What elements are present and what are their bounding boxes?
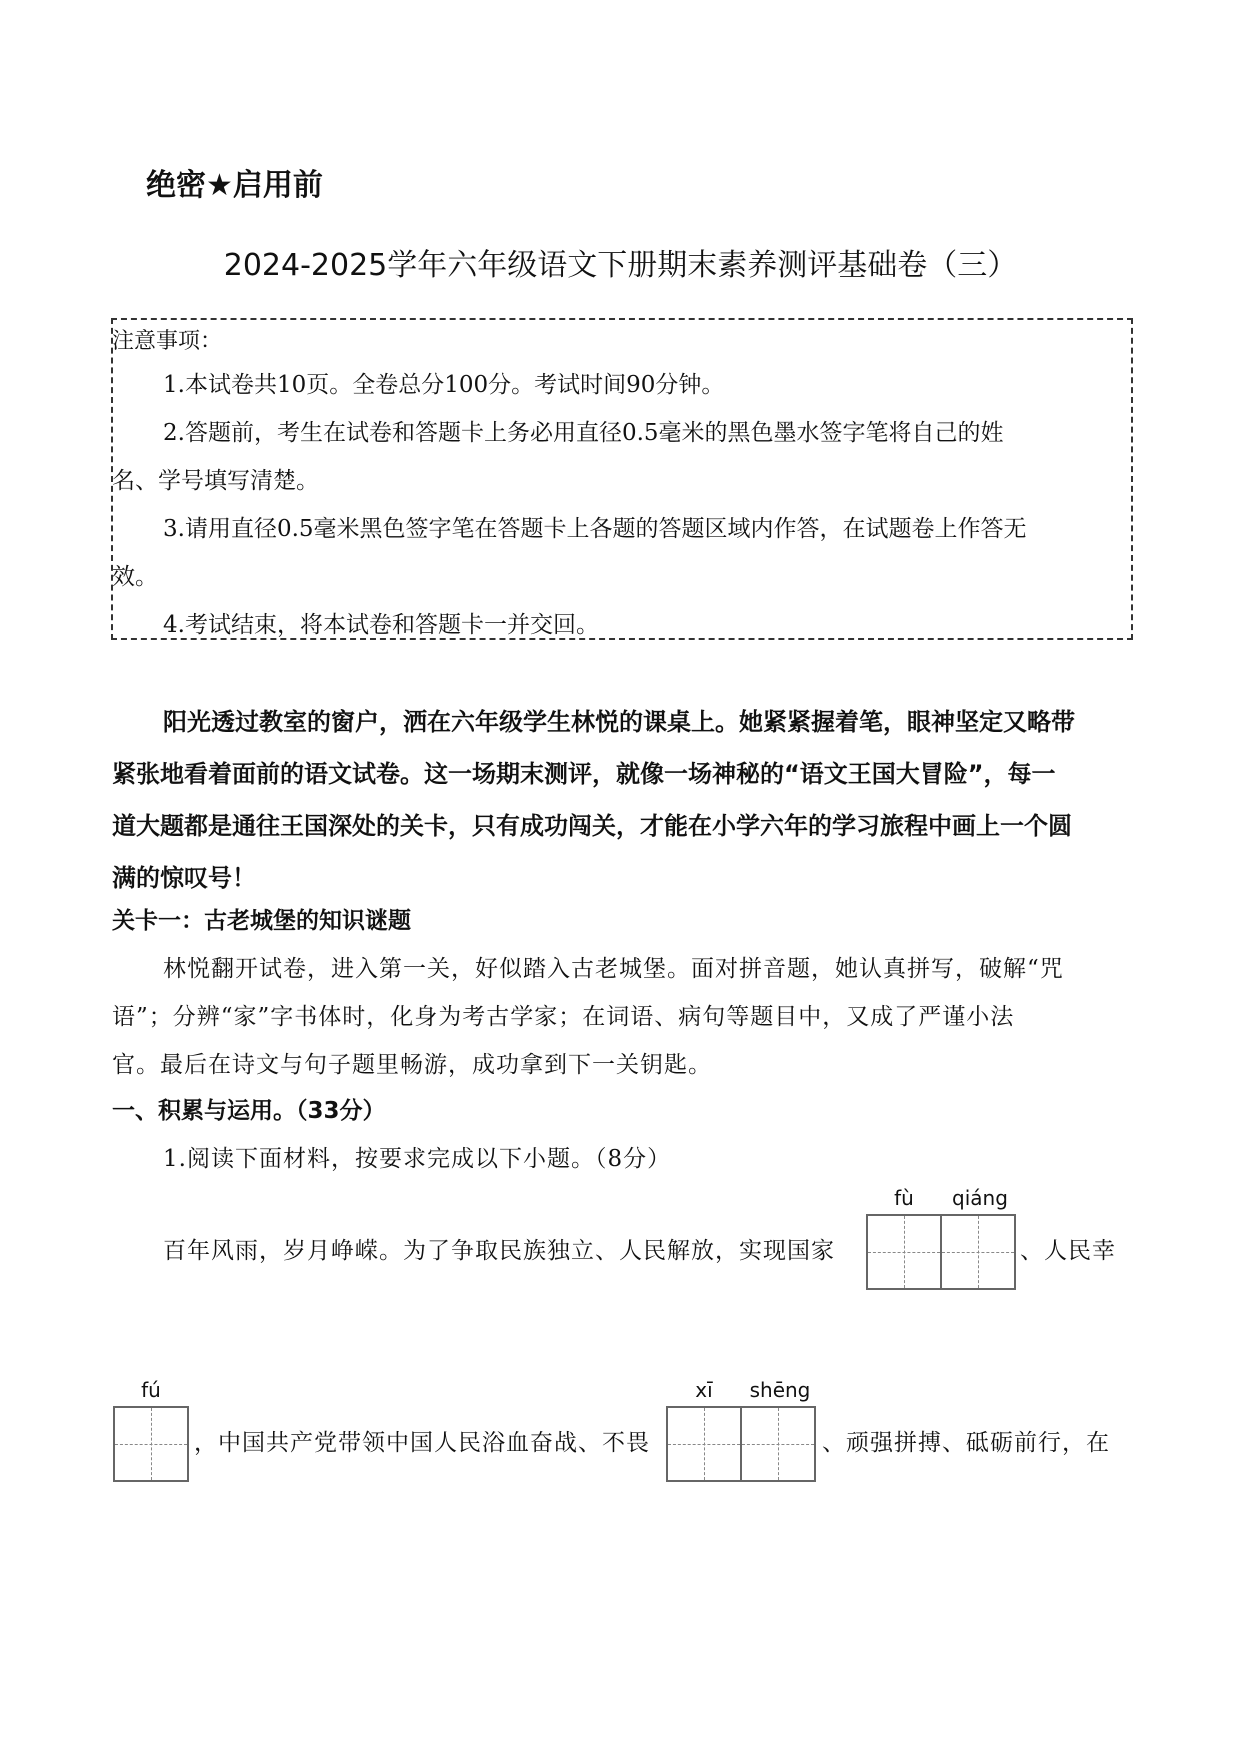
section-heading: 一、积累与运用。（33分） (112, 1098, 386, 1124)
intro-line: 满的惊叹号！ (112, 864, 256, 892)
pinyin-labels (866, 1186, 1018, 1210)
notice-item: 效。 (112, 564, 158, 590)
pinyin-box-xisheng (666, 1378, 818, 1482)
exam-title: 2024-2025学年六年级语文下册期末素养测评基础卷（三） (223, 248, 1018, 283)
level-line: 语”；分辨“家”字书体时，化身为考古学家；在词语、病句等题目中，又成了严谨小法 (112, 1004, 1015, 1030)
pinyin-label: xī (695, 1378, 713, 1402)
pinyin-box-fu (113, 1378, 189, 1482)
pinyin-label: shēng (749, 1378, 811, 1402)
passage-text: 、人民幸 (1020, 1238, 1116, 1264)
passage-text: 、顽强拼搏、砥砺前行，在 (822, 1430, 1110, 1456)
passage-text: 百年风雨，岁月峥嵘。为了争取民族独立、人民解放，实现国家 (163, 1238, 835, 1264)
notice-item: 1.本试卷共10页。全卷总分100分。考试时间90分钟。 (163, 372, 725, 398)
writing-cell[interactable] (113, 1406, 189, 1482)
pinyin-label: fù (894, 1186, 914, 1210)
notice-item: 2.答题前，考生在试卷和答题卡上务必用直径0.5毫米的黑色墨水签字笔将自己的姓 (163, 420, 1004, 446)
writing-cell[interactable] (666, 1406, 742, 1482)
level-line: 林悦翻开试卷，进入第一关，好似踏入古老城堡。面对拼音题，她认真拼写，破解“咒 (163, 956, 1064, 982)
notice-item: 4.考试结束，将本试卷和答题卡一并交回。 (163, 612, 599, 638)
intro-line: 紧张地看着面前的语文试卷。这一场期末测评，就像一场神秘的“语文王国大冒险”，每一 (112, 760, 1056, 788)
pinyin-box-fuqiang (866, 1186, 1018, 1290)
notice-item: 3.请用直径0.5毫米黑色签字笔在答题卡上各题的答题区域内作答，在试题卷上作答无 (163, 516, 1027, 542)
question-1: 1.阅读下面材料，按要求完成以下小题。（8分） (163, 1146, 672, 1172)
writing-cell[interactable] (940, 1214, 1016, 1290)
writing-cell[interactable] (740, 1406, 816, 1482)
level-heading: 关卡一：古老城堡的知识谜题 (112, 908, 411, 934)
intro-line: 道大题都是通往王国深处的关卡，只有成功闯关，才能在小学六年的学习旅程中画上一个圆 (112, 812, 1072, 840)
pinyin-label: fú (141, 1378, 161, 1402)
confidential-label: 绝密★启用前 (146, 168, 323, 203)
level-line: 官。最后在诗文与句子题里畅游，成功拿到下一关钥匙。 (112, 1052, 712, 1078)
notice-item: 名、学号填写清楚。 (112, 468, 319, 494)
intro-line: 阳光透过教室的窗户，洒在六年级学生林悦的课桌上。她紧紧握着笔，眼神坚定又略带 (163, 708, 1075, 736)
writing-cell[interactable] (866, 1214, 942, 1290)
passage-text: ，中国共产党带领中国人民浴血奋战、不畏 (194, 1430, 650, 1456)
pinyin-label: qiáng (952, 1186, 1008, 1210)
notice-heading: 注意事项： (112, 329, 223, 354)
